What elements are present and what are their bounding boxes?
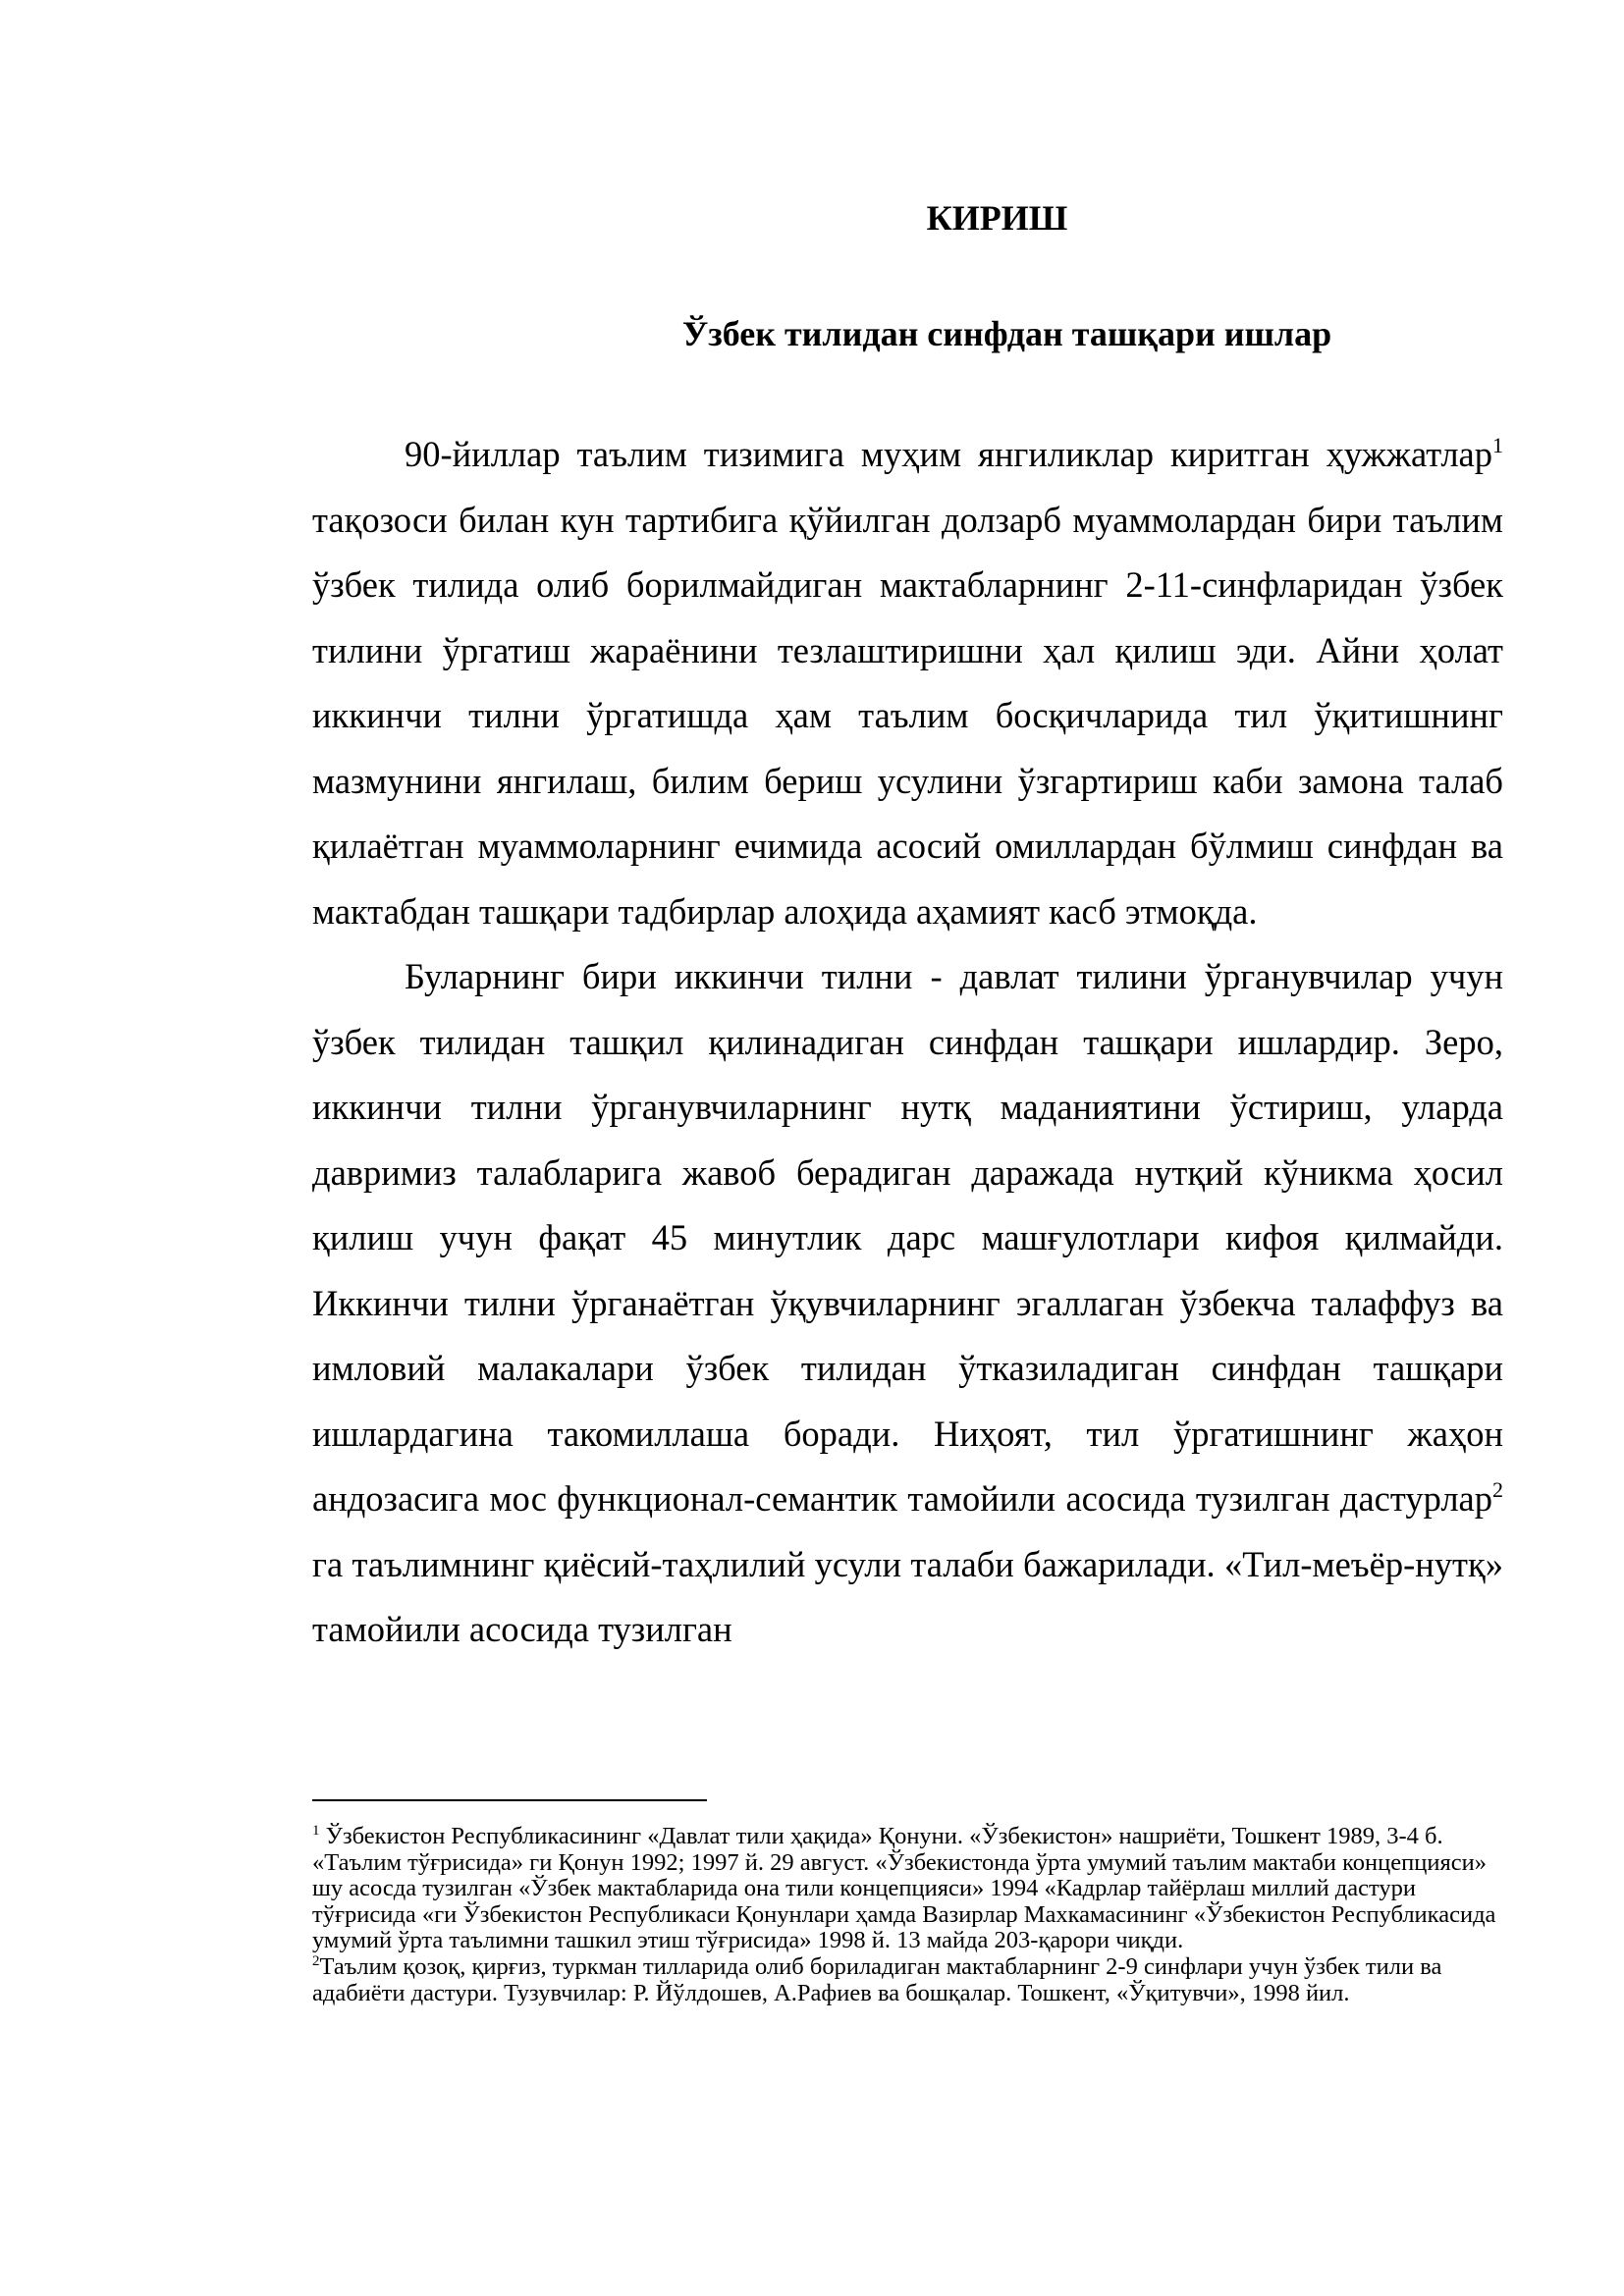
footnote-reference[interactable]: 1	[1492, 433, 1503, 457]
footnote	[312, 1954, 1503, 2006]
footnote-mark: 1	[312, 1823, 320, 1839]
paragraph	[312, 422, 1503, 944]
footnote	[312, 1824, 1503, 1954]
footnote-text: Ўзбекистон Республикасининг «Давлат тили ҳақида» Қонуни. «Ўзбекистон» нашриёти, Тошкент 1989, 3-4 б. «Таълим тўғрисида» ги Қонун 1992; 1997 й. 29 август. «Ўзбекистонда ўрта умумий таълим мактаби концепцияси» шу асосда тузилган «Ўзбек мактабларида она тили концепцияси» 1994 «Кадрлар тайёрлаш миллий дастури тўғрисида «ги Ўзбекистон Республикаси Қонунлари ҳамда Вазирлар Махкамасининг «Ўзбекистон Республикасида умумий ўрта таълимни ташкил этиш тўғрисида» 1998 й. 13 майда 203-қарори чиқди.	[312, 1823, 1496, 1954]
body-text	[312, 422, 1503, 1663]
footnote-reference[interactable]: 2	[1492, 1477, 1503, 1502]
paragraph-text: тақозоси билан кун тартибига қўйилган долзарб муаммолардан бири таълим ўзбек тилида олиб борилмайдиган мактабларнинг 2-11-синфларидан ўзбек тилини ўргатиш жараёнини тезлаштиришни ҳал қилиш эди. Айни ҳолат иккинчи тилни ўргатишда ҳам таълим босқичларида тил ўқитишнинг мазмунини янгилаш, билим бериш усулини ўзгартириш каби замона талаб қилаётган муаммоларнинг ечимида асосий омиллардан бўлмиш синфдан ва мактабдан ташқари тадбирлар алоҳида аҳамият касб этмоқда.	[312, 499, 1503, 932]
paragraph-text: 90-йиллар таълим тизимига муҳим янгиликлар киритган ҳужжатлар	[405, 434, 1492, 474]
page-title: КИРИШ	[926, 198, 1068, 238]
footnote-mark: 2	[312, 1952, 320, 1969]
paragraph	[312, 944, 1503, 1663]
paragraph-text: га таълимнинг қиёсий-таҳлилий усули талаби бажарилади. «Тил-меъёр-нутқ» тамойили асосида тузилган	[312, 1543, 1503, 1649]
footnote-divider	[312, 1799, 707, 1801]
footnote-text: Таълим қозоқ, қирғиз, туркман тилларида олиб бориладиган мактабларнинг 2-9 синфлари учун ўзбек тили ва адабиёти дастури. Тузувчилар: Р. Йўлдошев, А.Рафиев ва бошқалар. Тошкент, «Ўқитувчи», 1998 йил.	[312, 1952, 1442, 2006]
section-subtitle: Ўзбек тилидан синфдан ташқари ишлар	[681, 314, 1332, 353]
footnotes	[312, 1824, 1503, 2006]
paragraph-text: Буларнинг бири иккинчи тилни - давлат тилини ўрганувчилар учун ўзбек тилидан ташқил қилинадиган синфдан ташқари ишлардир. Зеро, иккинчи тилни ўрганувчиларнинг нутқ маданиятини ўстириш, уларда давримиз талабларига жавоб берадиган даражада нутқий кўникма ҳосил қилиш учун фақат 45 минутлик дарс машғулотлари кифоя қилмайди. Иккинчи тилни ўрганаётган ўқувчиларнинг эгаллаган ўзбекча талаффуз ва имловий малакалари ўзбек тилидан ўтказиладиган синфдан ташқари ишлардагина такомиллаша боради. Ниҳоят, тил ўргатишнинг жаҳон андозасига мос функционал-семантик тамойили асосида тузилган дастурлар	[312, 956, 1503, 1519]
